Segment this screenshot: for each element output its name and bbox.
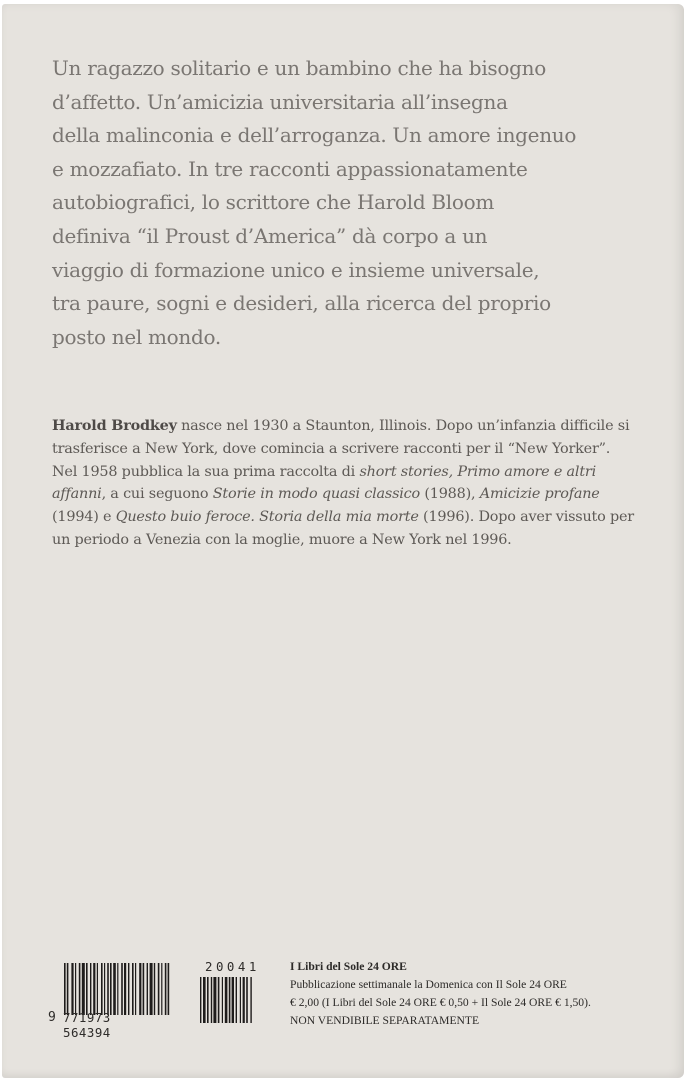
barcode-addon-digits: 20041	[205, 959, 260, 974]
barcode-bar	[93, 963, 95, 1015]
bio-title-italic: Amicizie profane	[479, 486, 600, 503]
barcode-bar	[168, 963, 170, 1015]
bio-text: nasce nel 1930 a Staunton, Illinois. Dopo un’infanzia difficile si trasferisce a New York, dove comincia a scrivere racconti per il “New Yorker”. Nel 1958 pubblica la sua prima raccolta di	[52, 418, 630, 480]
barcode-bar	[143, 963, 145, 1015]
price-line: € 2,00 (I Libri del Sole 24 ORE € 0,50 + Il Sole 24 ORE € 1,50).	[290, 996, 591, 1009]
barcode-bar	[150, 963, 153, 1015]
author-bio	[52, 415, 637, 552]
barcode-addon-bars	[200, 977, 266, 1023]
book-back-cover	[2, 4, 684, 1078]
barcode-bar	[75, 963, 76, 1015]
publisher-name: I Libri del Sole 24 ORE	[290, 960, 407, 973]
barcode-bar	[135, 963, 136, 1015]
barcode-bar	[132, 963, 134, 1015]
barcode-bar	[79, 963, 81, 1015]
bio-title-italic: Storie in modo quasi classico	[212, 486, 420, 503]
bio-text: (1988),	[419, 486, 480, 503]
barcode-bar	[161, 963, 162, 1015]
barcode-bar	[86, 963, 88, 1015]
barcode-bar	[113, 963, 116, 1015]
bio-title-italic: Questo buio feroce. Storia della mia morte	[115, 509, 419, 526]
barcode-bar	[165, 963, 167, 1015]
barcode-bar	[64, 963, 66, 1015]
barcode-bar	[124, 963, 126, 1015]
barcode-bar	[229, 977, 231, 1023]
barcode-bar	[107, 963, 109, 1015]
barcode-bar	[203, 977, 206, 1023]
book-blurb: Un ragazzo solitario e un bambino che ha bisogno d’affetto. Un’amicizia universitaria all’insegna della malinconia e dell’arroganza. Un amore ingenuo e mozzafiato. In tre racconti appassionatamente autobiografici, lo scrittore che Harold Bloom definiva “il Proust d’America” dà corpo a un viaggio di formazione unico e insieme universale, tra paure, sogni e desideri, alla ricerca del proprio posto nel mondo.	[52, 56, 577, 349]
publisher-info	[290, 958, 650, 1030]
bio-text: (1996). Dopo aver vissuto per un periodo a Venezia con la moglie, muore a New York nel 1996.	[52, 509, 634, 548]
barcode-bar	[110, 963, 112, 1015]
barcode-bar	[97, 963, 98, 1015]
barcode-bar	[246, 977, 248, 1023]
barcode-bar	[117, 963, 118, 1015]
author-name: Harold Brodkey	[52, 417, 177, 434]
not-for-sale-note: NON VENDIBILE SEPARATAMENTE	[290, 1014, 480, 1027]
bio-text: (1994) e	[52, 509, 116, 526]
barcode-bar	[211, 977, 212, 1023]
barcode-bar	[121, 963, 123, 1015]
barcode-bar	[101, 963, 103, 1015]
barcode-digits: 771973 564394	[63, 1010, 111, 1040]
barcode-bar	[240, 977, 241, 1023]
barcode-bar	[207, 977, 209, 1023]
barcode-bar	[71, 963, 73, 1015]
barcode-bar	[250, 977, 251, 1023]
barcode-bar	[222, 977, 223, 1023]
barcode-bar	[200, 977, 201, 1023]
bio-title-italic: short stories, Primo amore e altri affanni	[52, 463, 596, 503]
publication-note: Pubblicazione settimanale la Domenica con Il Sole 24 ORE	[290, 978, 567, 991]
bio-text: , a cui seguono	[101, 486, 213, 503]
barcode-bar	[225, 977, 228, 1023]
barcode-bar	[243, 977, 245, 1023]
barcode-bar	[213, 977, 216, 1023]
barcode-bar	[218, 977, 220, 1023]
barcode-bar	[154, 963, 155, 1015]
barcode-bar	[139, 963, 141, 1015]
barcode-bar	[82, 963, 85, 1015]
barcode-bar	[232, 977, 234, 1023]
barcode-bar	[104, 963, 105, 1015]
barcode-bar	[67, 963, 69, 1015]
barcode-bar	[158, 963, 160, 1015]
barcode-bar	[236, 977, 237, 1023]
barcode-bar	[128, 963, 129, 1015]
barcode-bar	[147, 963, 148, 1015]
barcode-prefix-digit: 9	[48, 1010, 56, 1025]
barcode-bar	[90, 963, 91, 1015]
